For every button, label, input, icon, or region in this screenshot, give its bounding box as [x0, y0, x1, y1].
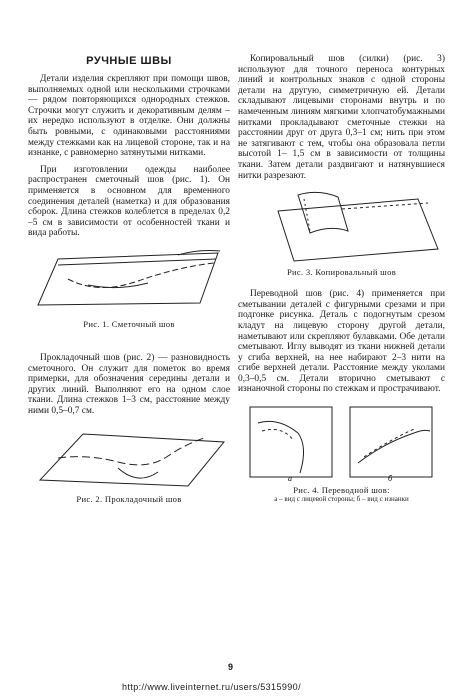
paragraph-tailor-tacks: Копировальный шов (силки) (рис. 3) используют для точного переноса контурных линий и контрольных знаков с одной стороны детали на другую, симметричную ей. Детали складывают лицевыми сторонами внутрь и по намеченным линиям мягкими хлопчатобумажными нитками прокладывают сметочные стежки на расстоянии друг от друга 0,3–1 см; нить при этом не затягивают с тем, чтобы она образовала петли высотой 1– 1,5 см в зависимости от толщины ткани. Затем детали раздвигают и натянувшиеся нитки разрезают.: [238, 54, 445, 181]
figure-3-caption: Рис. 3. Копировальный шов: [286, 267, 397, 278]
figure-4-illustration: [238, 403, 445, 483]
paragraph-transfer-stitch: Переводной шов (рис. 4) применяется при сметывании деталей с фигурными срезами и при подгонке рисунка. Деталь с подогнутым срезом кладут на лицевую сторону другой детали, наметывают или скрепляют булавками. Обе детали сметывают. Иглу выводят из ткани нижней детали у сгиба верхней, на нее набирают 2–3 нити на сгибе верхней детали. Расстояние между уколами 0,3–0,5 см. Детали вторично сметывают с изнаночной стороны по стежкам и прострачивают.: [238, 289, 445, 395]
paragraph-marking-stitch: Прокладочный шов (рис. 2) — разновидность сметочного. Он служит для пометок во время примерки, для обозначения середины детали и других линий. Выполняют его на одном слое ткани. Длина стежков 1–3 см, расстояние между ними 0,5–0,7 см.: [28, 352, 230, 416]
paragraph-intro: Детали изделия скрепляют при помощи швов, выполняемых одной или несколькими строчками — рядом повторяющихся однородных стежков. Строчки могут служить и декоративным делям – их нередко используют в отделке. Они должны быть ровными, с одинаковыми расстояниями между стежками как на лицевой стороне, так и на изнанке, с равномерно затянутыми нитками.: [28, 74, 230, 159]
figure-4-label-b: б: [388, 474, 393, 484]
figure-2: [28, 428, 230, 504]
figure-4-caption: Рис. 4. Переводной шов:: [293, 485, 390, 496]
figure-3-illustration: [238, 187, 445, 265]
right-column: [238, 54, 445, 507]
figure-1: [28, 245, 230, 329]
figure-4-subcaption: а – вид с лицевой стороны; б – вид с изнанки: [274, 495, 409, 504]
figure-4-label-a: а: [288, 474, 292, 484]
figure-3: [238, 187, 445, 277]
figure-2-illustration: [28, 428, 230, 492]
section-heading: РУЧНЫЕ ШВЫ: [86, 55, 172, 67]
figure-4: [238, 403, 445, 503]
paragraph-basting-stitch: При изготовлении одежды наиболее распространен сметочный шов (рис. 1). Он применяется в основном для временного соединения деталей (наметка) и для образования сборок. Длина стежков колеблется в пределах 0,2 –5 см в зависимости от особенностей ткани и вида работы.: [28, 164, 230, 239]
figure-2-caption: Рис. 2. Прокладочный шов: [76, 494, 182, 505]
left-column: [28, 74, 230, 508]
page-number: 9: [228, 662, 234, 672]
figure-1-illustration: [28, 245, 230, 317]
figure-1-caption: Рис. 1. Сметочный шов: [83, 318, 175, 329]
footer-url[interactable]: http://www.liveinternet.ru/users/5315990/: [122, 682, 301, 692]
